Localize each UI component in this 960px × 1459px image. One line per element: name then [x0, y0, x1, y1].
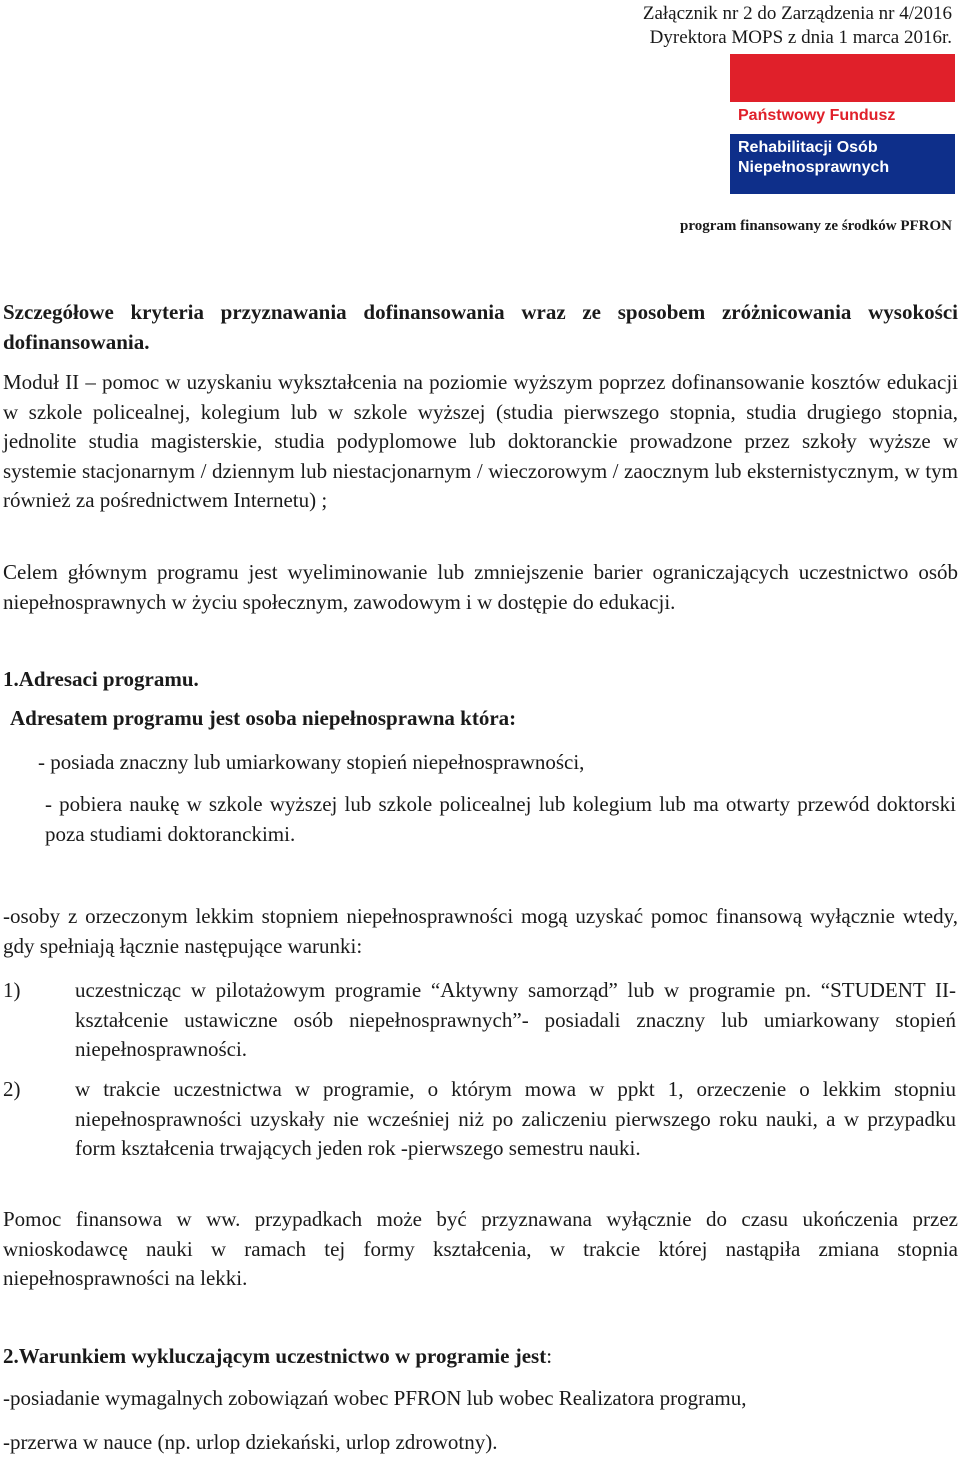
document-title: Szczegółowe kryteria przyznawania dofinansowania wraz ze sposobem zróżnicowania wysokości dofinansowania. — [3, 300, 958, 354]
section-2-heading — [3, 1342, 958, 1372]
header-line-1: Załącznik nr 2 do Zarządzenia nr 4/2016 — [642, 3, 952, 24]
header-line-2: Dyrektora MOPS z dnia 1 marca 2016r. — [649, 27, 952, 48]
section-1-subheading: Adresatem programu jest osoba niepełnosprawna która: — [10, 706, 517, 730]
section-2-heading-colon: : — [546, 1344, 553, 1368]
aid-duration: Pomoc finansowa w ww. przypadkach może być przyznawana wyłącznie do czasu ukończenia przez wnioskodawcę nauki w ramach tej formy kształcenia, w trakcie której nastąpiła zmiana stopnia niepełnosprawności na lekki. — [3, 1207, 958, 1290]
condition-1-text: uczestnicząc w pilotażowym programie “Aktywny samorząd” lub w programie pn. “STUDENT II- kształcenie ustawiczne osób niepełnosprawnych”- posiadali znaczny lub umiarkowany stopień niepełnosprawności. — [75, 978, 956, 1061]
bullet-disability-level: - posiada znaczny lub umiarkowany stopień niepełnosprawności, — [38, 750, 585, 774]
logo-text-line-2: Rehabilitacji Osób — [738, 139, 878, 156]
bullet-education: - pobiera naukę w szkole wyższej lub szkole policealnej lub kolegium lub ma otwarty przewód doktorski poza studiami doktoranckimi. — [45, 792, 956, 846]
exclusion-1: -posiadanie wymagalnych zobowiązań wobec PFRON lub wobec Realizatora programu, — [3, 1386, 747, 1410]
logo-text-line-3: Niepełnosprawnych — [738, 159, 890, 176]
light-disability-intro: -osoby z orzeczonym lekkim stopniem niepełnosprawności mogą uzyskać pomoc finansową wyłącznie wtedy, gdy spełniają łącznie następujące warunki: — [3, 904, 958, 958]
section-2-heading-text: 2.Warunkiem wykluczającym uczestnictwo w programie jest — [3, 1344, 547, 1368]
logo-red-band — [730, 54, 955, 102]
exclusion-2: -przerwa w nauce (np. urlop dziekański, urlop zdrowotny). — [3, 1430, 498, 1454]
program-note: program finansowany ze środków PFRON — [680, 218, 952, 234]
condition-1-number: 1) — [3, 978, 21, 1002]
section-1-heading: 1.Adresaci programu. — [3, 667, 199, 691]
condition-2-number: 2) — [3, 1077, 21, 1101]
pfron-logo — [730, 54, 955, 194]
logo-text-line-1: Państwowy Fundusz — [738, 107, 896, 124]
program-goal: Celem głównym programu jest wyeliminowanie lub zmniejszenie barier ograniczających uczestnictwo osób niepełnosprawnych w życiu społecznym, zawodowym i w dostępie do edukacji. — [3, 560, 958, 614]
condition-2-text: w trakcie uczestnictwa w programie, o którym mowa w ppkt 1, orzeczenie o lekkim stopniu niepełnosprawności uzyskały nie wcześniej niż po zaliczeniu pierwszego roku nauki, a w przypadku form kształcenia trwających jeden rok -pierwszego semestru nauki. — [75, 1077, 956, 1160]
module-description: Moduł II – pomoc w uzyskaniu wykształcenia na poziomie wyższym poprzez dofinansowanie kosztów edukacji w szkole policealnej, kolegium lub w szkole wyższej (studia pierwszego stopnia, studia drugiego stopnia, jednolite studia magisterskie, studia podyplomowe lub doktoranckie prowadzone przez szkoły wyższe w systemie stacjonarnym / dziennym lub niestacjonarnym / wieczorowym / zaocznym lub eksternistycznym, w tym również za pośrednictwem Internetu) ; — [3, 370, 958, 512]
